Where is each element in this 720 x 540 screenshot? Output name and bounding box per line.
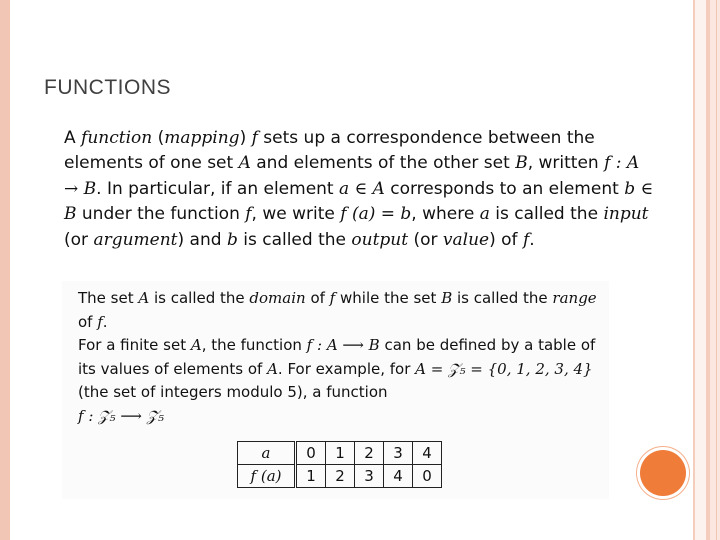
intro-paragraph: A function (mapping) f sets up a correspondence between the elements of one set A and elements of the other set B, written f : A → B. In particular, if an element a ∈ A corresponds to an element b ∈ B under the function f, we write f (a) = b, where a is called the input (or argument) and b is called the output (or value) of f. — [64, 128, 654, 250]
right-frame-edge — [710, 0, 720, 540]
finite-set-paragraph: For a finite set A, the function f : A ⟶ B can be defined by a table of its values of elements of A. For example, for A = 𝒵₅ = {0, 1, 2, 3, 4} (the set of integers modulo 5), a function f : 𝒵₅ ⟶ 𝒵₅ — [78, 336, 596, 425]
table-row — [238, 442, 442, 465]
table-cell: 1 — [296, 465, 326, 488]
table-cell: 4 — [384, 465, 413, 488]
slide-title: FUNCTIONS — [44, 76, 171, 99]
table-row — [238, 465, 442, 488]
table-cell: 0 — [296, 442, 326, 465]
table-row-label: a — [238, 442, 296, 465]
table-cell: 0 — [413, 465, 442, 488]
table-cell: 4 — [413, 442, 442, 465]
domain-range-paragraph: The set A is called the domain of f while the set B is called the range of f. — [78, 289, 597, 331]
table-cell: 1 — [326, 442, 355, 465]
embedded-text — [78, 287, 608, 429]
function-value-table — [237, 441, 442, 488]
right-frame-band — [695, 0, 706, 540]
table-cell: 2 — [355, 442, 384, 465]
table-cell: 3 — [384, 442, 413, 465]
table-row-label: f (a) — [238, 465, 296, 488]
left-frame-bar — [0, 0, 10, 540]
decorative-circle — [640, 450, 686, 496]
table-cell: 3 — [355, 465, 384, 488]
table-cell: 2 — [326, 465, 355, 488]
right-frame-line-edge — [716, 0, 717, 540]
